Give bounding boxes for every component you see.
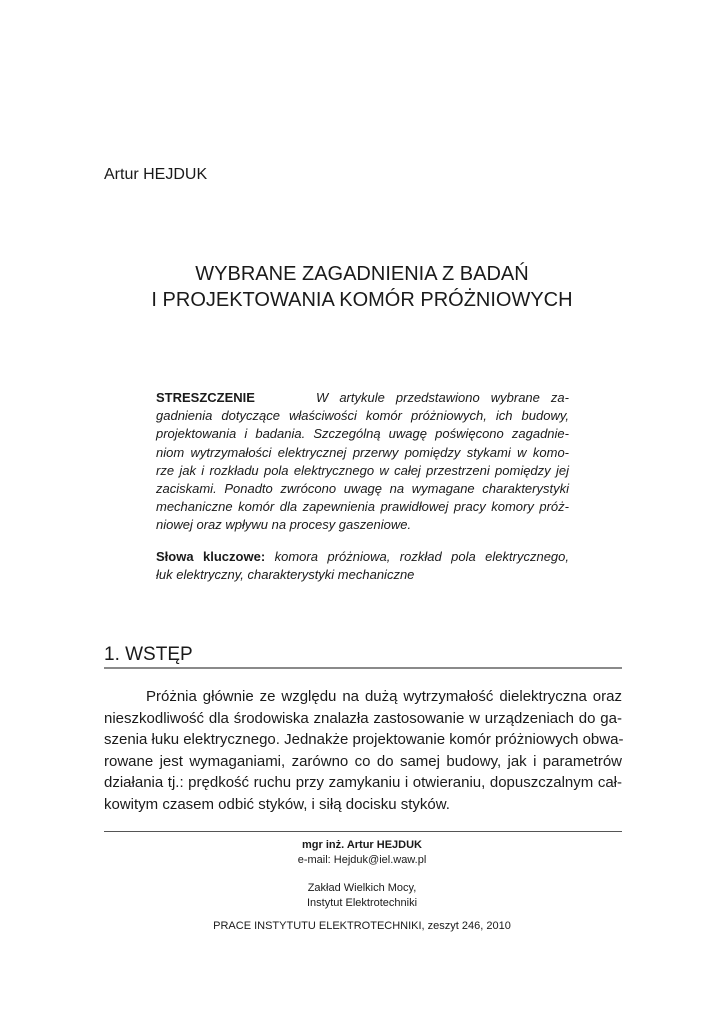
abstract-label: STRESZCZENIE [156,390,255,405]
abstract-line: mechaniczne komór dla zapewnienia prawidłowej pracy komory próż- [156,499,569,515]
paragraph-line: kowitym czasem odbić styków, i siłą docisku styków. [104,795,450,813]
footnote-author: mgr inż. Artur HEJDUK [302,839,422,851]
footnote-email: e-mail: Hejduk@iel.waw.pl [297,853,427,866]
abstract-line: projektowania i badania. Szczególną uwagę poświęcono zagadnie- [156,426,569,442]
abstract-line: STRESZCZENIE W artykule przedstawiono wybrane za- [156,389,569,407]
author-name: Artur HEJDUK [104,166,208,183]
keywords [156,548,569,584]
footnote-institute: Instytut Elektrotechniki [306,896,418,909]
section-divider [104,667,622,669]
paragraph-line: działania tj.: prędkość ruchu przy zamykaniu i otwieraniu, dopuszczalnym cał- [104,774,622,791]
paragraph-line: Próżnia głównie ze względu na dużą wytrzymałość dielektryczna oraz [146,688,622,705]
footnote-department: Zakład Wielkich Mocy, [307,882,417,894]
title-line-2: I PROJEKTOWANIA KOMÓR PRÓŻNIOWYCH [151,289,573,311]
abstract [156,389,569,535]
abstract-line: niom wytrzymałości elektrycznej przerwy pomiędzy stykami w komo- [156,444,569,460]
paragraph-line: rowane jest wymaganiami, zarówno co do samej budowy, jak i parametrów [104,752,622,770]
title-line-1: WYBRANE ZAGADNIENIA Z BADAŃ [195,263,529,285]
abstract-line: zaciskami. Ponadto zwrócono uwagę na wymagane charakterystyki [156,480,569,496]
footnote-divider [104,831,622,832]
abstract-line: rze jak i rozkładu pola elektrycznego w całej przestrzeni pomiędzy jej [156,462,569,478]
keywords-line: Słowa kluczowe: komora próżniowa, rozkład pola elektrycznego, [156,549,569,564]
keywords-label: Słowa kluczowe: [156,549,266,564]
paragraph-line: szenia łuku elektrycznego. Jednakże projektowanie komór próżniowych obwa- [104,731,624,748]
section-heading: 1. WSTĘP [104,644,193,665]
section-paragraph [104,686,622,815]
abstract-line: gadnienia dotyczące właściwości komór próżniowych, ich budowy, [156,408,569,424]
keywords-line: łuk elektryczny, charakterystyki mechaniczne [156,567,415,583]
author-footnote [0,838,724,910]
paper-title [0,261,724,313]
journal-reference: PRACE INSTYTUTU ELEKTROTECHNIKI, zeszyt 246, 2010 [213,920,511,932]
paragraph-line: nieszkodliwość dla środowiska znalazła zastosowanie w urządzeniach do ga- [104,709,622,727]
abstract-line: niowej oraz wpływu na procesy gaszeniowe. [156,517,412,533]
